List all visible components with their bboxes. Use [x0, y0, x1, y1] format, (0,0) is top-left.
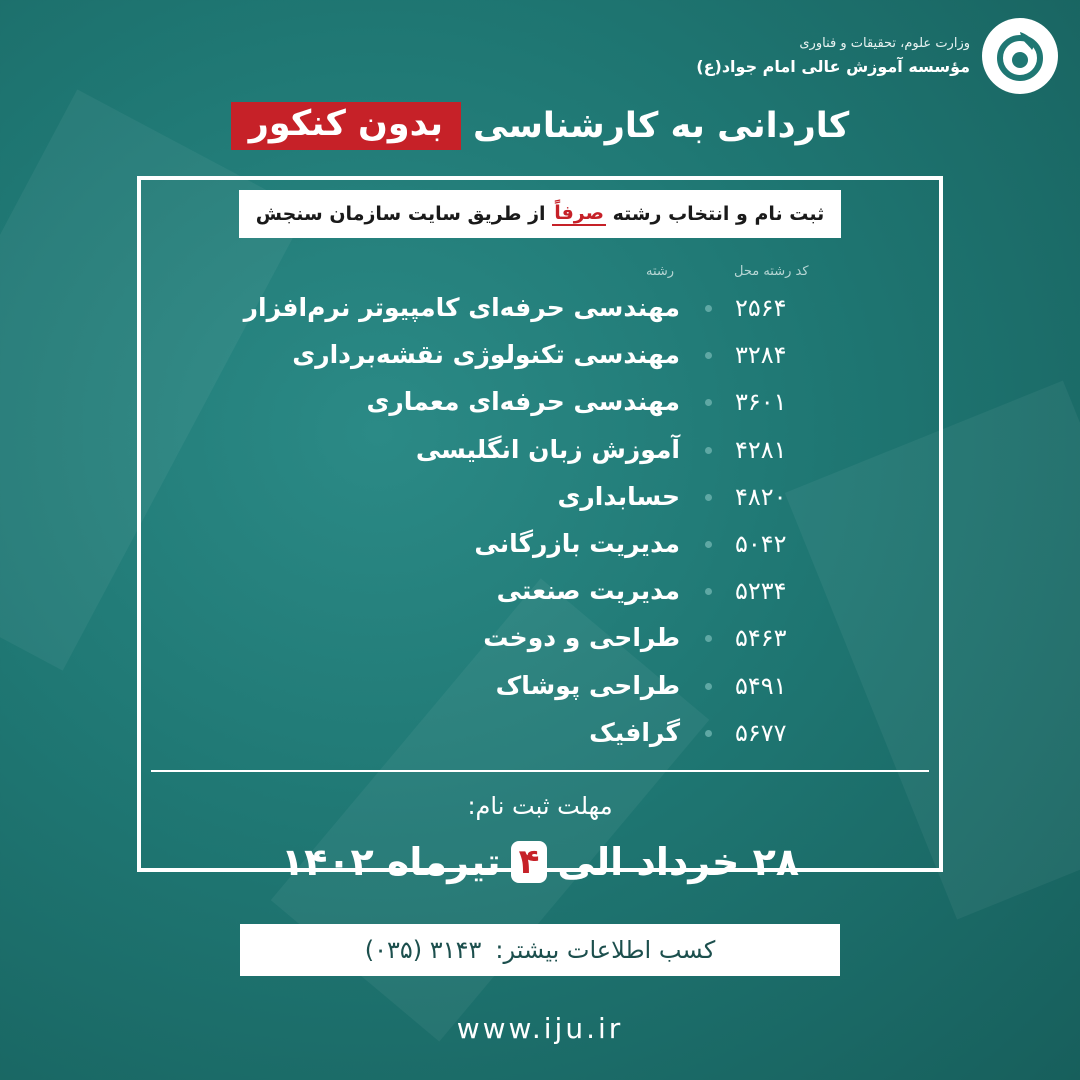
institute-name: مؤسسه آموزش عالی امام جواد(ع) — [696, 57, 970, 76]
bullet-dot-icon — [705, 541, 712, 548]
program-name: آموزش زبان انگلیسی — [415, 434, 680, 464]
list-item — [200, 380, 840, 427]
info-phone[interactable]: (۰۳۵) ۳۱۴۳ — [364, 936, 482, 964]
info-label: کسب اطلاعات بیشتر: — [495, 936, 716, 964]
program-code: ۵۶۷۷ — [735, 718, 787, 747]
list-item — [200, 475, 840, 522]
ministry-name: وزارت علوم، تحقیقات و فناوری — [799, 36, 970, 51]
registration-banner — [239, 190, 841, 238]
deadline-end: تیرماه ۱۴۰۲ — [280, 840, 501, 884]
column-header-code: کد رشته محل — [734, 264, 809, 279]
program-name: مهندسی حرفه‌ای معماری — [366, 387, 680, 417]
institute-header — [696, 36, 970, 76]
program-code: ۵۲۳۴ — [735, 577, 787, 606]
list-item — [200, 569, 840, 616]
institute-logo — [982, 18, 1058, 94]
website-link[interactable]: www.iju.ir — [456, 1012, 624, 1045]
list-item — [200, 711, 840, 758]
bullet-dot-icon — [705, 683, 712, 690]
list-item — [200, 428, 840, 475]
institute-logo-icon — [992, 28, 1048, 84]
column-header-field: رشته — [646, 264, 675, 279]
program-code: ۲۵۶۴ — [735, 294, 787, 322]
title-main: کاردانی به کارشناسی — [473, 106, 850, 146]
list-item — [200, 664, 840, 711]
program-code: ۵۴۹۱ — [735, 671, 787, 700]
section-divider — [151, 770, 929, 772]
bullet-dot-icon — [705, 399, 712, 406]
programs-list — [200, 286, 840, 758]
bullet-dot-icon — [705, 447, 712, 454]
program-name: حسابداری — [557, 481, 680, 511]
list-item — [200, 333, 840, 380]
list-item — [200, 286, 840, 333]
program-name: مهندسی حرفه‌ای کامپیوتر نرم‌افزار — [243, 293, 680, 322]
list-item — [200, 616, 840, 663]
registration-text-before: ثبت نام و انتخاب رشته — [612, 203, 825, 225]
program-code: ۵۰۴۲ — [735, 529, 787, 558]
program-name: مدیریت بازرگانی — [474, 528, 680, 558]
info-bar — [240, 924, 840, 976]
deadline-label: مهلت ثبت نام: — [467, 792, 613, 820]
program-name: طراحی و دوخت — [483, 623, 680, 653]
program-name: مدیریت صنعتی — [496, 576, 680, 606]
registration-text-after: از طریق سایت سازمان سنجش — [255, 203, 546, 225]
bullet-dot-icon — [705, 588, 712, 595]
deadline-start: ۲۸ خرداد الی — [557, 840, 800, 884]
registration-highlight: صرفاً — [554, 202, 604, 224]
bullet-dot-icon — [705, 635, 712, 642]
program-name: طراحی پوشاک — [495, 670, 680, 700]
page-title — [0, 102, 1080, 150]
program-code: ۳۶۰۱ — [735, 388, 787, 417]
bullet-dot-icon — [705, 730, 712, 737]
bullet-dot-icon — [705, 352, 712, 359]
program-code: ۴۸۲۰ — [735, 482, 787, 511]
bullet-dot-icon — [705, 305, 712, 312]
deadline-day-badge: ۴ — [511, 841, 548, 883]
list-item — [200, 522, 840, 569]
program-code: ۵۴۶۳ — [735, 624, 787, 653]
deadline-dates — [0, 840, 1080, 884]
program-code: ۳۲۸۴ — [735, 341, 787, 370]
title-badge: بدون کنکور — [231, 102, 461, 150]
program-code: ۴۲۸۱ — [735, 435, 787, 464]
program-name: مهندسی تکنولوژی نقشه‌برداری — [292, 340, 680, 370]
bullet-dot-icon — [705, 494, 712, 501]
program-name: گرافیک — [589, 717, 680, 747]
